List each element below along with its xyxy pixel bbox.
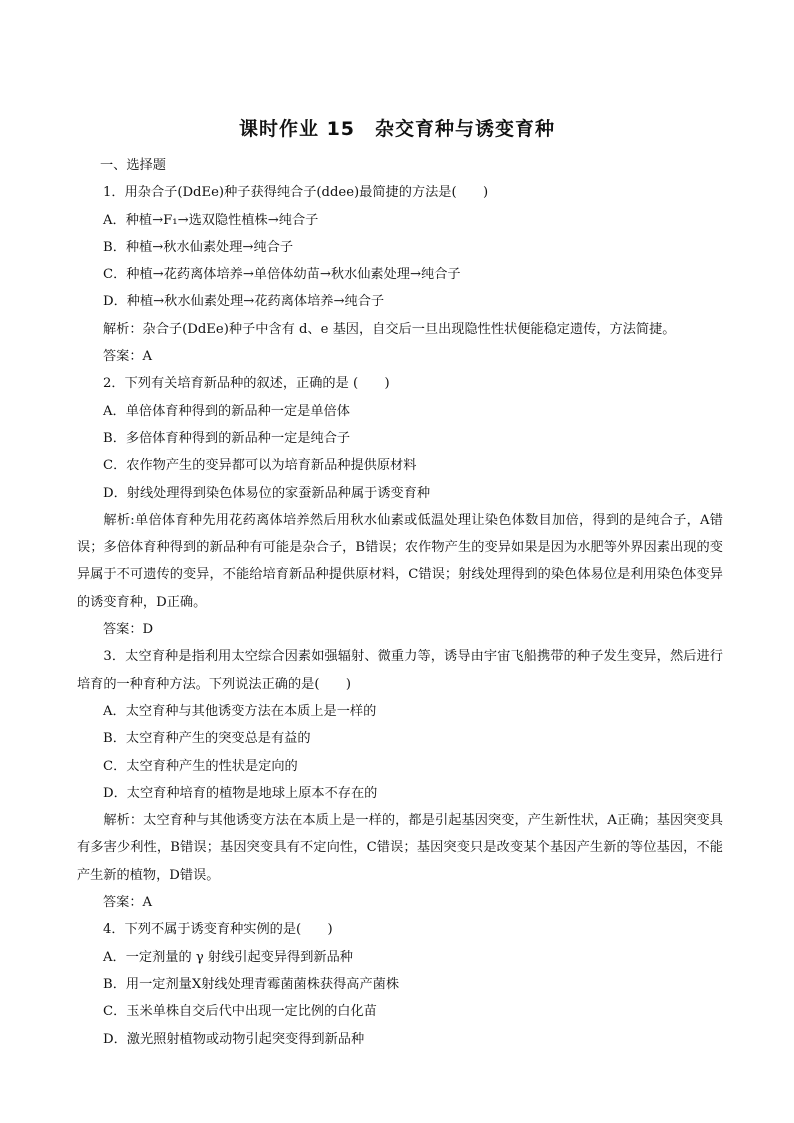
question-stem: 3．太空育种是指利用太空综合因素如强辐射、微重力等，诱导由宇宙飞船携带的种子发生变异，然后进行培育的一种育种方法。下列说法正确的是( )	[77, 649, 723, 692]
question-3	[77, 643, 723, 916]
option-c: C．农作物产生的变异都可以为培育新品种提供原材料	[103, 458, 417, 474]
option-b: B．用一定剂量X射线处理青霉菌菌株获得高产菌株	[103, 976, 400, 992]
question-2	[77, 370, 723, 643]
option-d: D．种植→秋水仙素处理→花药离体培养→纯合子	[103, 294, 385, 310]
answer: 答案：A	[103, 895, 153, 911]
answer: 答案：A	[103, 349, 153, 365]
option-a: A．太空育种与其他诱变方法在本质上是一样的	[103, 703, 377, 719]
option-b: B．种植→秋水仙素处理→纯合子	[103, 239, 294, 255]
question-stem: 1．用杂合子(DdEe)种子获得纯合子(ddee)最简捷的方法是( )	[103, 185, 489, 201]
question-1	[103, 179, 723, 370]
analysis: 解析：杂合子(DdEe)种子中含有 d、e 基因，自交后一旦出现隐性性状便能稳定遗传，方法简捷。	[103, 321, 676, 337]
option-c: C．太空育种产生的性状是定向的	[103, 758, 298, 774]
section-heading: 一、选择题	[100, 158, 166, 173]
option-b: B．太空育种产生的突变总是有益的	[103, 731, 311, 747]
option-a: A．一定剂量的 γ 射线引起变异得到新品种	[103, 949, 353, 965]
option-c: C．玉米单株自交后代中出现一定比例的白化苗	[103, 1004, 377, 1020]
answer: 答案：D	[103, 622, 154, 638]
option-a: A．种植→F₁→选双隐性植株→纯合子	[103, 212, 319, 228]
question-4	[103, 916, 723, 1052]
option-d: D．激光照射植物或动物引起突变得到新品种	[103, 1031, 365, 1047]
question-stem: 2．下列有关培育新品种的叙述，正确的是 ( )	[103, 376, 390, 392]
option-b: B．多倍体育种得到的新品种一定是纯合子	[103, 430, 351, 446]
option-c: C．种植→花药离体培养→单倍体幼苗→秋水仙素处理→纯合子	[103, 267, 461, 283]
option-a: A．单倍体育种得到的新品种一定是单倍体	[103, 403, 350, 419]
content-area	[77, 152, 723, 1053]
page-title: 课时作业 15 杂交育种与诱变育种	[238, 118, 556, 140]
analysis: 解析:单倍体育种先用花药离体培养然后用秋水仙素或低温处理让染色体数目加倍，得到的是纯合子，A错误；多倍体育种得到的新品种有可能是杂合子，B错误；农作物产生的变异如果是因为水肥等外界因素出现的变异属于不可遗传的变异，不能给培育新品种提供原材料，C错误；射线处理得到的染色体易位是利用染色体变异的诱变育种，D正确。	[77, 512, 723, 610]
option-d: D．太空育种培育的植物是地球上原本不存在的	[103, 785, 378, 801]
question-stem: 4．下列不属于诱变育种实例的是( )	[103, 922, 333, 938]
option-d: D．射线处理得到染色体易位的家蚕新品种属于诱变育种	[103, 485, 431, 501]
analysis: 解析：太空育种与其他诱变方法在本质上是一样的，都是引起基因突变，产生新性状，A正确；基因突变具有多害少利性，B错误；基因突变具有不定向性，C错误；基因突变只是改变某个基因产生新的等位基因，不能产生新的植物，D错误。	[77, 813, 723, 883]
